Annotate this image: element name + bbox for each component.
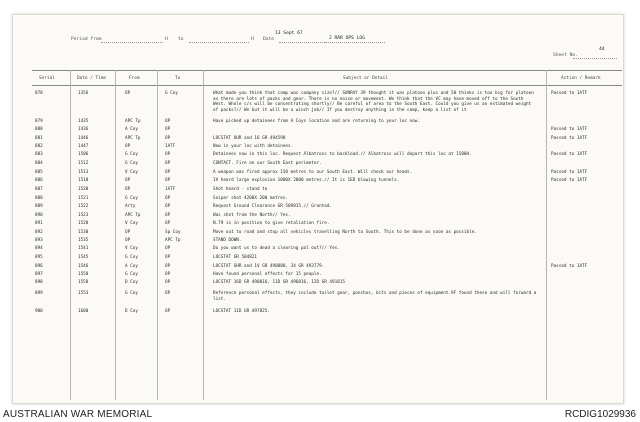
row-from: D Coy [125, 309, 138, 314]
h2-label: H [251, 37, 254, 42]
table-row [13, 255, 623, 263]
row-from: G Coy [125, 272, 138, 277]
table-row [13, 309, 623, 317]
row-serial: 882 [35, 144, 43, 149]
row-to: OP [165, 272, 171, 277]
row-to: OP [165, 152, 171, 157]
row-detail: Have found personal effects for 15 people. [213, 272, 322, 277]
row-from: V Coy [125, 221, 138, 226]
row-to: OP [165, 291, 171, 296]
row-detail: LOCSTAT 11D GR 497825. [213, 309, 270, 314]
row-time: 1435 [78, 119, 89, 124]
row-from: OP [125, 178, 131, 183]
row-detail: Detainees now in this loc. Request Albatross to backload.// Albatross will depart this loc at 1500H. [213, 152, 472, 157]
row-from: APC Tp [125, 119, 141, 124]
table-row [13, 264, 623, 272]
row-action: Passed to 1ATF [551, 152, 588, 157]
row-action: Passed to 1ATF [551, 264, 588, 269]
row-detail: Sniper shot 4200X 200 metres. [213, 196, 289, 201]
table-row [13, 246, 623, 254]
row-to: OP [165, 204, 171, 209]
row-from: V Coy [125, 170, 138, 175]
table-row [13, 170, 623, 178]
col-to: To [175, 76, 181, 81]
row-time: 1528 [78, 221, 89, 226]
row-to: OP [165, 178, 171, 183]
row-time: 1506 [78, 152, 89, 157]
row-time: 1535 [78, 238, 89, 243]
row-time: 1513 [78, 170, 89, 175]
row-detail: LOCSTAT GHR and 1V GR 490888, 34 GR 493779. [213, 264, 325, 269]
row-serial: 885 [35, 170, 43, 175]
row-to: APC Tp [165, 238, 181, 243]
row-from: OP [125, 230, 131, 235]
row-to: OP [165, 309, 171, 314]
row-detail: N.79 is in position to give retaliation fire. [213, 221, 330, 226]
row-serial: 881 [35, 136, 43, 141]
row-action: Passed to 1ATF [551, 91, 588, 96]
row-detail: Now in your loc with detainees. [213, 144, 294, 149]
to-label: to [178, 37, 184, 42]
archive-name: AUSTRALIAN WAR MEMORIAL [3, 409, 153, 420]
record-id: RCDIG1029936 [564, 409, 636, 420]
sheet-no-label: Sheet No. [553, 53, 578, 58]
row-to: OP [165, 221, 171, 226]
row-serial: 894 [35, 246, 43, 251]
log-sheet [12, 14, 624, 404]
row-from: OP [125, 91, 131, 96]
table-row [13, 204, 623, 212]
table-row [13, 196, 623, 204]
row-time: 1545 [78, 255, 89, 260]
unit-line [325, 42, 385, 43]
table-row [13, 291, 623, 302]
row-serial: 889 [35, 204, 43, 209]
row-to: OP [165, 213, 171, 218]
row-to: OP [165, 170, 171, 175]
row-time: 1530 [78, 230, 89, 235]
row-time: 1520 [78, 187, 89, 192]
row-from: OP [125, 187, 131, 192]
row-detail: LOCSTAT OUR and 16 GR 494598 [213, 136, 286, 141]
row-detail: LOCSTAT GR 504821 [213, 255, 257, 260]
table-row [13, 238, 623, 246]
row-detail: Do you want us to dead a clearing pal out?// Yes. [213, 246, 340, 251]
row-time: 1446 [78, 136, 89, 141]
table-row [13, 272, 623, 280]
row-serial: 896 [35, 264, 43, 269]
table-row [13, 127, 623, 135]
row-to: OP [165, 161, 171, 166]
row-to: OP [165, 136, 171, 141]
col-action: Action / Remark [561, 76, 601, 81]
row-time: 1521 [78, 196, 89, 201]
table-row [13, 230, 623, 238]
row-to: OP [165, 264, 171, 269]
row-time: 1550 [78, 272, 89, 277]
row-serial: 878 [35, 91, 43, 96]
row-action: Passed to 1ATF [551, 178, 588, 183]
row-detail: LOCSTAT 16D GR 490816, 11D GR 496816, 12D GR 491815 [213, 280, 345, 285]
table-row [13, 119, 623, 127]
row-time: 1518 [78, 178, 89, 183]
col-date-time: Date / Time [77, 76, 107, 81]
row-time: 1512 [78, 161, 89, 166]
col-serial: Serial [39, 76, 55, 81]
date-value: 13 Sept 67 [275, 31, 303, 36]
row-from: G Coy [125, 152, 138, 157]
row-to: 1ATF [165, 144, 176, 149]
to-line [189, 42, 249, 43]
row-serial: 897 [35, 272, 43, 277]
row-time: 1356 [78, 91, 89, 96]
row-time: 1541 [78, 246, 89, 251]
row-to: OP [165, 196, 171, 201]
row-to: OP [165, 119, 171, 124]
row-from: OP [125, 144, 131, 149]
row-from: G Coy [125, 196, 138, 201]
row-to: OP [165, 127, 171, 132]
row-from: A Coy [125, 127, 138, 132]
row-from: D Coy [125, 280, 138, 285]
row-time: 1522 [78, 204, 89, 209]
row-serial: 890 [35, 213, 43, 218]
table-top-rule [32, 70, 622, 71]
row-to: OP [165, 255, 171, 260]
row-action: Passed to 1ATF [551, 136, 588, 141]
row-serial: 892 [35, 230, 43, 235]
table-row [13, 221, 623, 229]
row-to: Sp Coy [165, 230, 181, 235]
row-from: Arty [125, 204, 136, 209]
row-time: 1553 [78, 291, 89, 296]
row-time: 1600 [78, 309, 89, 314]
date-line [279, 42, 325, 43]
table-row [13, 187, 623, 195]
row-time: 1550 [78, 280, 89, 285]
row-to: 1ATF [165, 187, 176, 192]
row-serial: 899 [35, 291, 43, 296]
row-action: Passed to 1ATF [551, 127, 588, 132]
table-row [13, 213, 623, 221]
row-from: V Coy [125, 246, 138, 251]
row-serial: 888 [35, 196, 43, 201]
row-detail: 1V heard large explosion 1000X 2000 metres.// It is 1ED blowing tunnels. [213, 178, 400, 183]
row-from: G Coy [125, 161, 138, 166]
row-from: APC Tp [125, 136, 141, 141]
table-row [13, 91, 623, 113]
table-row [13, 280, 623, 288]
row-detail: Shot heard - stand to [213, 187, 268, 192]
row-detail: Have picked up detainees from A Coys location and are returning to your loc now. [213, 119, 420, 124]
sheet-no-line [573, 58, 617, 59]
row-time: 1447 [78, 144, 89, 149]
table-row [13, 136, 623, 144]
row-detail: A weapon was fired approx 150 metres to our South East. Will check our heads. [213, 170, 413, 175]
row-serial: 891 [35, 221, 43, 226]
row-serial: 887 [35, 187, 43, 192]
row-from: G Coy [125, 291, 138, 296]
row-detail: What made you think that camp was company size?// SUNRAY 39 thought it was platoon plus and 50 thinks is too big for platoon as there are lots of packs and gear. There is no noise or movement. We think that the VC may have moved off to the South West. Whole c/s will be concentrating shortly// Be careful of area to the South East. Could you give us an estimated weight of packs?// We but it will be a winch job// If you destroy anything in the camp, keep a list of it [213, 91, 534, 113]
row-detail: Request Ground Clearance GR 509815.// Granted. [213, 204, 332, 209]
table-row [13, 152, 623, 160]
table-row [13, 144, 623, 152]
row-detail: Move out to road and stop all vehicles travelling North to South. This to be done as soon as possible. [213, 230, 477, 235]
row-serial: 893 [35, 238, 43, 243]
row-time: 1436 [78, 127, 89, 132]
table-row [13, 161, 623, 169]
row-serial: 884 [35, 161, 43, 166]
archive-footer [0, 407, 640, 422]
date-label: Date [263, 37, 275, 42]
row-action: Passed to 1ATF [551, 170, 588, 175]
col-subject: Subject or Detail [343, 76, 388, 81]
row-serial: 900 [35, 309, 43, 314]
row-to: OP [165, 280, 171, 285]
table-row [13, 178, 623, 186]
row-detail: Reference personal effects, they include toilet gear, ponchos, bits and pieces of equipment.9F found these and will forward a list. [213, 291, 537, 302]
unit-value: 2 RAR OPS LOG [329, 36, 365, 41]
row-serial: 883 [35, 152, 43, 157]
row-detail: Was shot from the North// Yes. [213, 213, 291, 218]
row-serial: 895 [35, 255, 43, 260]
row-to: OP [165, 246, 171, 251]
sheet-no-value: 44 [599, 47, 605, 52]
row-detail: CONTACT. Fire on our South East perimeter. [213, 161, 322, 166]
row-from: A Coy [125, 264, 138, 269]
row-serial: 898 [35, 280, 43, 285]
col-from: From [129, 76, 140, 81]
row-time: 1546 [78, 264, 89, 269]
row-serial: 879 [35, 119, 43, 124]
row-serial: 880 [35, 127, 43, 132]
table-header-rule [32, 85, 622, 86]
row-detail: STAND DOWN. [213, 238, 242, 243]
row-from: OP [125, 238, 131, 243]
row-from: APC Tp [125, 213, 141, 218]
row-to: G Coy [165, 91, 178, 96]
row-from: G Coy [125, 255, 138, 260]
period-from-line [101, 42, 163, 43]
row-serial: 886 [35, 178, 43, 183]
period-from-label: Period from [71, 37, 102, 42]
row-time: 1523 [78, 213, 89, 218]
h-label: H [165, 37, 168, 42]
